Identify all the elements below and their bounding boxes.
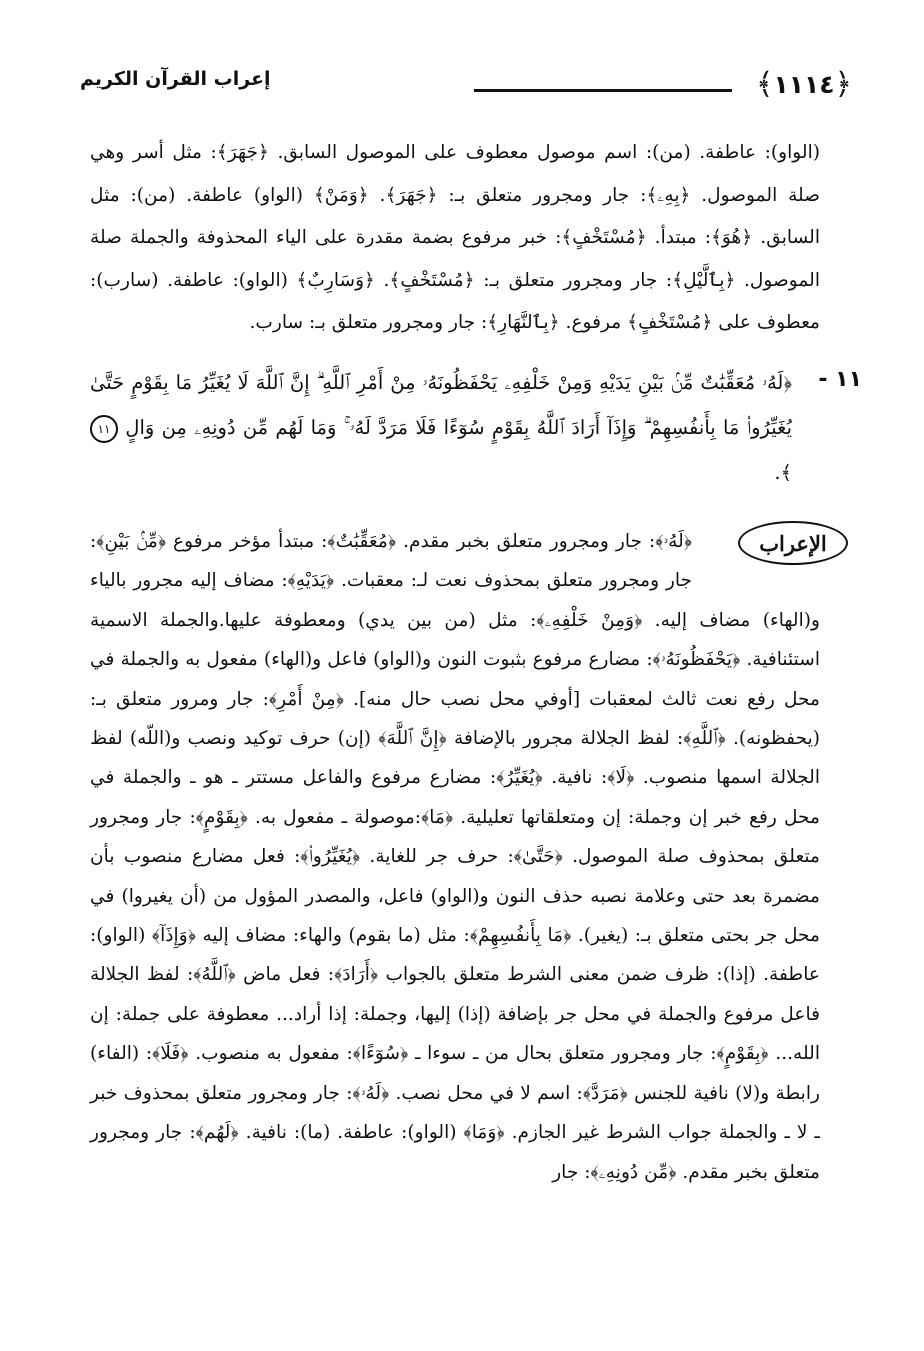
irab-text: ﴿لَهُۥ﴾: جار ومجرور متعلق بخبر مقدم. ﴿مُعَقِّبَٰتٌ﴾: مبتدأ مؤخر مرفوع ﴿مِّنۢ بَيْنِ﴾: جار ومجرور متعلق بمحذوف نعت لـ: معقبات. ﴿يَدَيْهِ﴾: مضاف إليه مجرور بالياء و(الهاء) مضاف إليه. ﴿وَمِنْ خَلْفِهِۦ﴾: مثل (من بين يدي) ومعطوفة عليها.والجملة الاسمية استئنافية. ﴿يَحْفَظُونَهُۥ﴾: مضارع مرفوع بثبوت النون و(الواو) فاعل و(الهاء) مفعول به والجملة في محل رفع نعت ثالث لمعقبات [أوفي محل نصب حال منه]. ﴿مِنْ أَمْرِ﴾: جار ومرور متعلق بـ: (يحفظونه). ﴿ٱللَّهِ﴾: لفظ الجلالة مجرور بالإضافة ﴿إِنَّ ٱللَّهَ﴾ (إن) حرف توكيد ونصب و(اللّه) لفظ الجلالة اسمها منصوب. ﴿لَا﴾: نافية. ﴿يُغَيِّرُ﴾: مضارع مرفوع والفاعل مستتر ـ هو ـ والجملة في محل رفع خبر إن وجملة: إن ومتعلقاتها تعليلية. ﴿مَا﴾:موصولة ـ مفعول به. ﴿بِقَوْمٍ﴾: جار ومجرور متعلق بمحذوف صلة الموصول. ﴿حَتَّىٰ﴾: حرف جر للغاية. ﴿يُغَيِّرُوا۟﴾: فعل مضارع منصوب بأن مضمرة بعد حتى وعلامة نصبه حذف النون و(الواو) فاعل، والمصدر المؤول من (أن يغيروا) في محل جر بحتى متعلق بـ: (يغير). ﴿مَا بِأَنفُسِهِمْ﴾: مثل (ما بقوم) والهاء: مضاف إليه ﴿وَإِذَآ﴾ (الواو): عاطفة. (إذا): ظرف ضمن معنى الشرط متعلق بالجواب ﴿أَرَادَ﴾: فعل ماض ﴿ٱللَّهُ﴾: لفظ الجلالة فاعل مرفوع والجملة في محل جر بإضافة (إذا) إليها، وجملة: إذا أراد... معطوفة على جملة: إن الله... ﴿بِقَوْمٍ﴾: جار ومجرور متعلق بحال من ـ سوءا ـ ﴿سُوٓءًا﴾: مفعول به منصوب. ﴿فَلَا﴾: (الفاء) رابطة و(لا) نافية للجنس ﴿مَرَدَّ﴾: اسم لا في محل نصب. ﴿لَهُۥ﴾: جار ومجرور متعلق بمحذوف خبر ـ لا ـ والجملة جواب الشرط غير الجازم. ﴿وَمَا﴾ (الواو): عاطفة. (ما): نافية. ﴿لَهُم﴾: جار ومجرور متعلق بخبر مقدم. ﴿مِّن دُونِهِۦ﴾: جار [90, 531, 820, 1183]
irab-label: الإعراب [738, 521, 848, 565]
page-number-bracket-open: ﴿ [834, 66, 853, 102]
header-rule [474, 89, 732, 92]
irab-paragraph [90, 522, 820, 1192]
page-number-bracket-close: ﴾ [755, 66, 774, 102]
ayah-end-marker: ١١ [90, 415, 118, 443]
book-title: إعراب القرآن الكريم [80, 68, 271, 90]
verse-number: ١١ - [818, 367, 862, 392]
verse-text-block [90, 360, 792, 495]
verse-closing: ﴾. [774, 461, 792, 484]
page-number-value: ١١١٤ [773, 69, 835, 99]
verse-text: ﴿لَهُۥ مُعَقِّبَٰتٌ مِّنۢ بَيْنِ يَدَيْهِ وَمِنْ خَلْفِهِۦ يَحْفَظُونَهُۥ مِنْ أَمْرِ ٱللَّهِ ۗ إِنَّ ٱللَّهَ لَا يُغَيِّرُ مَا بِقَوْمٍ حَتَّىٰ يُغَيِّرُوا۟ مَا بِأَنفُسِهِمْ ۗ وَإِذَآ أَرَادَ ٱللَّهُ بِقَوْمٍ سُوٓءًا فَلَا مَرَدَّ لَهُۥ ۚ وَمَا لَهُم مِّن دُونِهِۦ مِن وَالٍ [90, 371, 793, 439]
intro-paragraph: (الواو): عاطفة. (من): اسم موصول معطوف على الموصول السابق. ﴿جَهَرَ﴾: مثل أسر وهي صلة الموصول. ﴿بِهِۦ﴾: جار ومجرور متعلق بـ: ﴿جَهَرَ﴾. ﴿وَمَنْ﴾ (الواو) عاطفة. (من): مثل السابق. ﴿هُوَ﴾: مبتدأ. ﴿مُسْتَخْفٍ﴾: خبر مرفوع بضمة مقدرة على الياء المحذوفة والجملة صلة الموصول. ﴿بِٱلَّيْلِ﴾: جار ومجرور متعلق بـ: ﴿مُسْتَخْفٍ﴾. ﴿وَسَارِبٌ﴾ (الواو): عاطفة. (سارب): معطوف على ﴿مُسْتَخْفٍ﴾ مرفوع. ﴿بِٱلنَّهَارِ﴾: جار ومجرور متعلق بـ: سارب. [90, 142, 820, 333]
page-header [80, 66, 853, 106]
page-number [755, 66, 853, 102]
